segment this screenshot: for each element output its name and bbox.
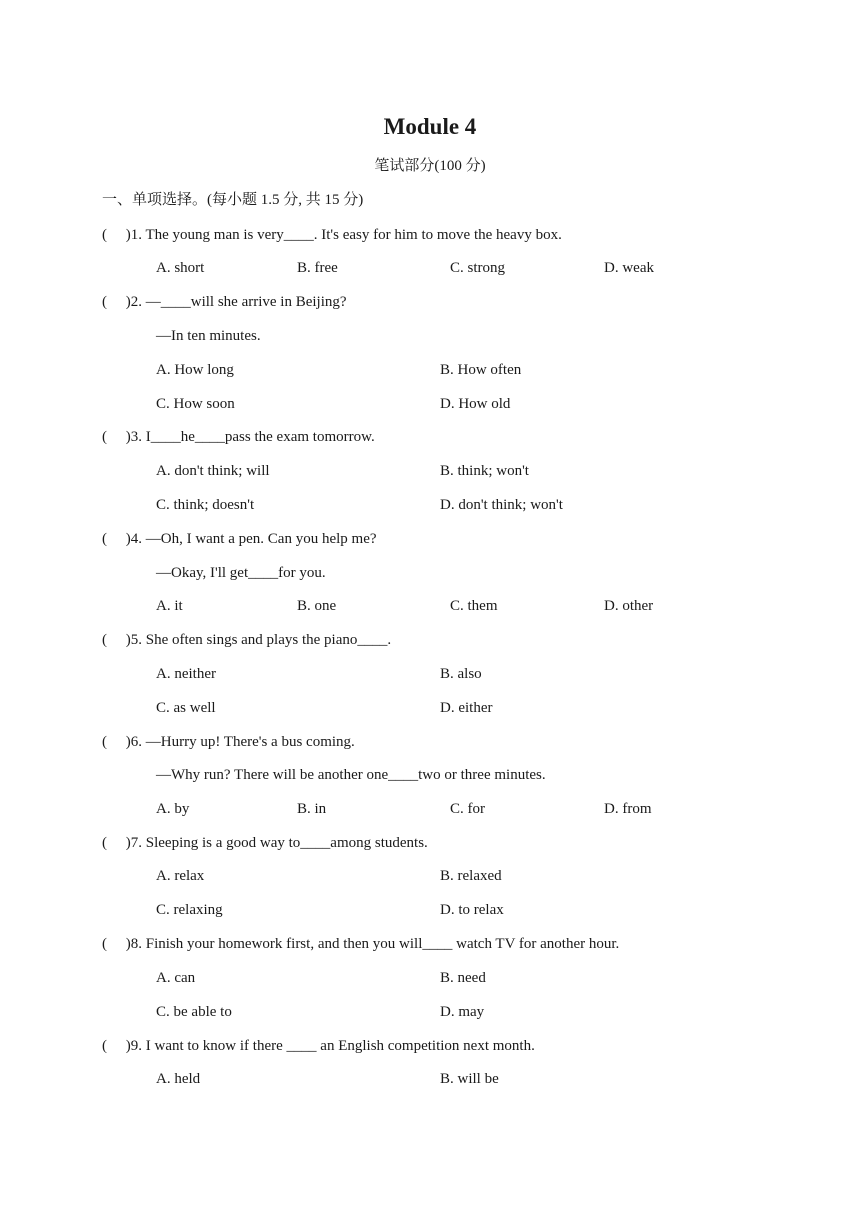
question-9: ( )9. I want to know if there ____ an English competition next month.	[102, 1038, 535, 1054]
q7-option-d: D. to relax	[440, 902, 504, 918]
q2-option-c: C. How soon	[156, 396, 235, 412]
q3-option-a: A. don't think; will	[156, 463, 270, 479]
question-2: ( )2. —____will she arrive in Beijing?	[102, 294, 347, 310]
question-5: ( )5. She often sings and plays the piano____.	[102, 632, 392, 648]
q4-option-b: B. one	[297, 598, 337, 614]
q5-option-a: A. neither	[156, 666, 216, 682]
q8-option-d: D. may	[440, 1004, 485, 1020]
q8-option-c: C. be able to	[156, 1004, 232, 1020]
q6-option-a: A. by	[156, 801, 190, 817]
q7-option-a: A. relax	[156, 868, 205, 884]
q3-option-d: D. don't think; won't	[440, 497, 563, 513]
q8-option-a: A. can	[156, 970, 196, 986]
q7-option-c: C. relaxing	[156, 902, 223, 918]
question-6: ( )6. —Hurry up! There's a bus coming.	[102, 734, 355, 750]
q6-option-b: B. in	[297, 801, 327, 817]
q5-option-d: D. either	[440, 700, 493, 716]
q2-option-a: A. How long	[156, 362, 234, 378]
q3-option-b: B. think; won't	[440, 463, 529, 479]
q6-option-d: D. from	[604, 801, 652, 817]
question-7: ( )7. Sleeping is a good way to____among students.	[102, 835, 428, 851]
q1-option-a: A. short	[156, 260, 205, 276]
page-subtitle: 笔试部分(100 分)	[374, 158, 486, 174]
q4-option-c: C. them	[450, 598, 498, 614]
q9-option-a: A. held	[156, 1071, 201, 1087]
question-2-followup: —In ten minutes.	[156, 328, 261, 344]
q1-option-c: C. strong	[450, 260, 506, 276]
q1-option-d: D. weak	[604, 260, 654, 276]
q6-option-c: C. for	[450, 801, 485, 817]
q8-option-b: B. need	[440, 970, 486, 986]
q1-option-b: B. free	[297, 260, 338, 276]
page-title: Module 4	[383, 114, 477, 139]
question-1: ( )1. The young man is very____. It's easy for him to move the heavy box.	[102, 227, 562, 243]
q4-option-a: A. it	[156, 598, 183, 614]
q5-option-c: C. as well	[156, 700, 216, 716]
q4-option-d: D. other	[604, 598, 654, 614]
q7-option-b: B. relaxed	[440, 868, 502, 884]
question-6-followup: —Why run? There will be another one____two or three minutes.	[156, 767, 546, 783]
section-heading: 一、单项选择。(每小题 1.5 分, 共 15 分)	[102, 192, 364, 208]
q5-option-b: B. also	[440, 666, 482, 682]
question-3: ( )3. I____he____pass the exam tomorrow.	[102, 429, 375, 445]
q3-option-c: C. think; doesn't	[156, 497, 255, 513]
q2-option-d: D. How old	[440, 396, 511, 412]
q2-option-b: B. How often	[440, 362, 522, 378]
question-4-followup: —Okay, I'll get____for you.	[156, 565, 326, 581]
question-8: ( )8. Finish your homework first, and then you will____ watch TV for another hour.	[102, 936, 620, 952]
question-4: ( )4. —Oh, I want a pen. Can you help me?	[102, 531, 377, 547]
q9-option-b: B. will be	[440, 1071, 499, 1087]
